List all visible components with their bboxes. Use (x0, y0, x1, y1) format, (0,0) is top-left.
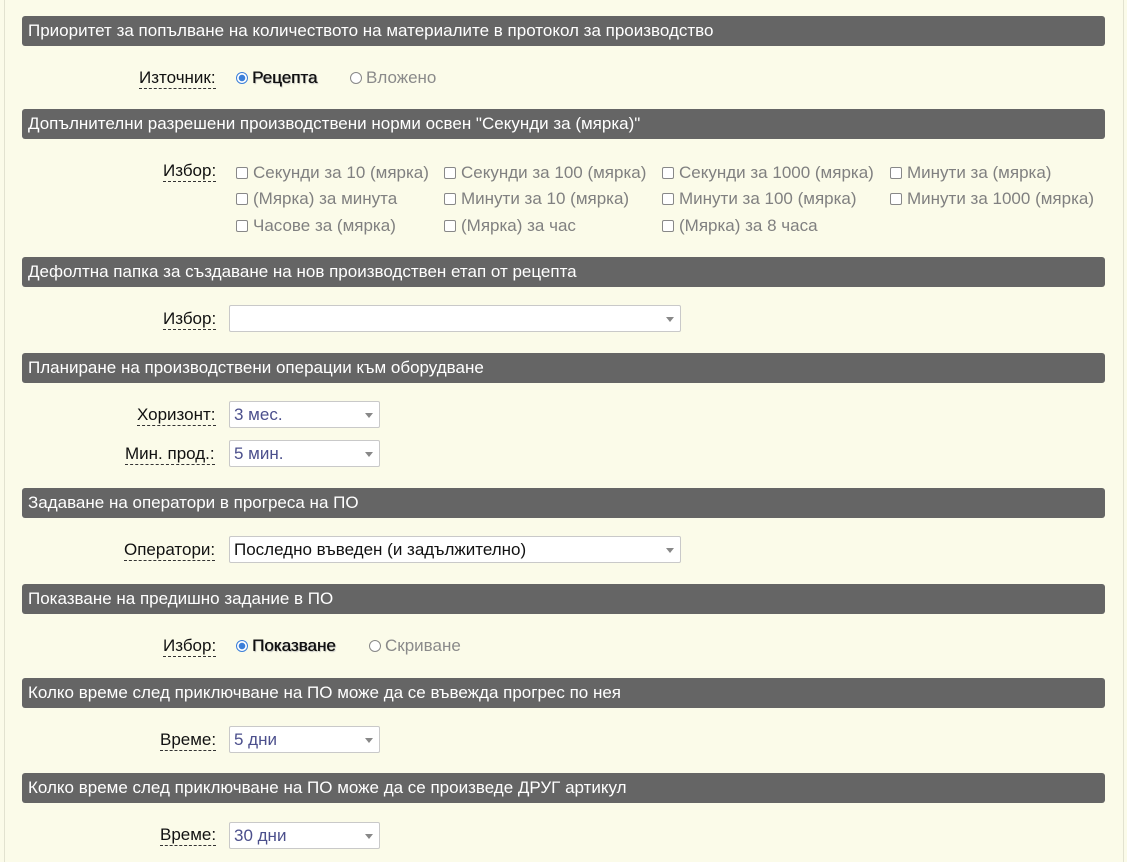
checkbox-norm-min-per-unit[interactable] (890, 163, 1051, 183)
section-header-other-item-time: Колко време след приключване на ПО може да се произведе ДРУГ артикул (22, 773, 1105, 803)
progress-time-label: Време: (160, 730, 217, 749)
checkbox-label: Секунди за 100 (мярка) (461, 163, 647, 182)
norms-label: Избор: (163, 161, 217, 180)
chevron-down-icon (365, 452, 373, 457)
checkbox-label: Минути за 1000 (мярка) (907, 189, 1094, 208)
checkbox-label: Минути за (мярка) (907, 163, 1052, 182)
section-header-progress-time: Колко време след приключване на ПО може да се въвежда прогрес по нея (22, 678, 1105, 708)
prev-task-label: Избор: (163, 636, 217, 655)
select-value: 5 дни (234, 730, 277, 749)
min-duration-select[interactable] (229, 440, 380, 467)
operators-label: Оператори: (124, 540, 216, 559)
operators-select[interactable] (229, 536, 681, 563)
section-header-default-folder: Дефолтна папка за създаване на нов производствен етап от рецепта (22, 257, 1105, 287)
checkbox-norm-sec-10[interactable] (236, 163, 429, 183)
checkbox-icon (444, 167, 456, 179)
checkbox-label: Часове за (мярка) (253, 216, 396, 235)
horizon-label: Хоризонт: (137, 405, 216, 424)
checkbox-label: Секунди за 1000 (мярка) (679, 163, 874, 182)
section-header-operators: Задаване на оператори в прогреса на ПО (22, 488, 1105, 518)
checkbox-norm-unit-per-8h[interactable] (662, 216, 818, 236)
progress-time-select[interactable] (229, 726, 380, 753)
chevron-down-icon (666, 317, 674, 322)
select-value: Последно въведен (и задължително) (234, 540, 527, 559)
checkbox-norm-hours-per-unit[interactable] (236, 216, 396, 236)
radio-label: Показване (252, 636, 336, 655)
chevron-down-icon (365, 834, 373, 839)
checkbox-icon (662, 220, 674, 232)
checkbox-norm-unit-per-hour[interactable] (444, 216, 576, 236)
checkbox-icon (236, 167, 248, 179)
checkbox-norm-min-1000[interactable] (890, 189, 1094, 209)
checkbox-icon (662, 167, 674, 179)
checkbox-icon (236, 220, 248, 232)
checkbox-label: (Мярка) за минута (253, 189, 398, 208)
checkbox-label: (Мярка) за 8 часа (679, 216, 818, 235)
radio-selected-icon (236, 72, 248, 84)
source-label: Източник: (139, 68, 216, 87)
radio-source-consumed[interactable] (350, 68, 436, 88)
radio-prev-task-show[interactable] (236, 636, 336, 656)
checkbox-norm-unit-per-min[interactable] (236, 189, 397, 209)
radio-selected-icon (236, 640, 248, 652)
checkbox-norm-sec-1000[interactable] (662, 163, 874, 183)
radio-label: Рецепта (252, 68, 318, 87)
checkbox-icon (662, 193, 674, 205)
checkbox-norm-min-100[interactable] (662, 189, 857, 209)
section-header-planning: Планиране на производствени операции към оборудване (22, 353, 1105, 383)
radio-label: Скриване (385, 636, 461, 655)
chevron-down-icon (666, 548, 674, 553)
section-header-material-priority: Приоритет за попълване на количеството на материалите в протокол за производство (22, 16, 1105, 46)
checkbox-label: (Мярка) за час (461, 216, 576, 235)
checkbox-icon (890, 167, 902, 179)
folder-label: Избор: (163, 309, 217, 328)
checkbox-label: Минути за 100 (мярка) (679, 189, 857, 208)
checkbox-norm-sec-100[interactable] (444, 163, 646, 183)
checkbox-icon (236, 193, 248, 205)
checkbox-label: Секунди за 10 (мярка) (253, 163, 429, 182)
other-item-time-select[interactable] (229, 822, 380, 849)
radio-unselected-icon (350, 72, 362, 84)
chevron-down-icon (365, 738, 373, 743)
horizon-select[interactable] (229, 401, 380, 428)
folder-select[interactable] (229, 305, 681, 332)
radio-label: Вложено (366, 68, 437, 87)
checkbox-label: Минути за 10 (мярка) (461, 189, 630, 208)
chevron-down-icon (365, 413, 373, 418)
select-value: 5 мин. (234, 444, 284, 463)
radio-source-recipe[interactable] (236, 68, 317, 88)
select-value: 3 мес. (234, 405, 283, 424)
checkbox-norm-min-10[interactable] (444, 189, 629, 209)
section-header-previous-task: Показване на предишно задание в ПО (22, 584, 1105, 614)
min-duration-label: Мин. прод.: (125, 444, 215, 463)
section-header-production-norms: Допълнителни разрешени производствени норми освен "Секунди за (мярка)" (22, 109, 1105, 139)
radio-prev-task-hide[interactable] (369, 636, 461, 656)
checkbox-icon (444, 193, 456, 205)
select-value: 30 дни (234, 826, 287, 845)
other-item-time-label: Време: (160, 825, 217, 844)
checkbox-icon (444, 220, 456, 232)
checkbox-icon (890, 193, 902, 205)
radio-unselected-icon (369, 640, 381, 652)
